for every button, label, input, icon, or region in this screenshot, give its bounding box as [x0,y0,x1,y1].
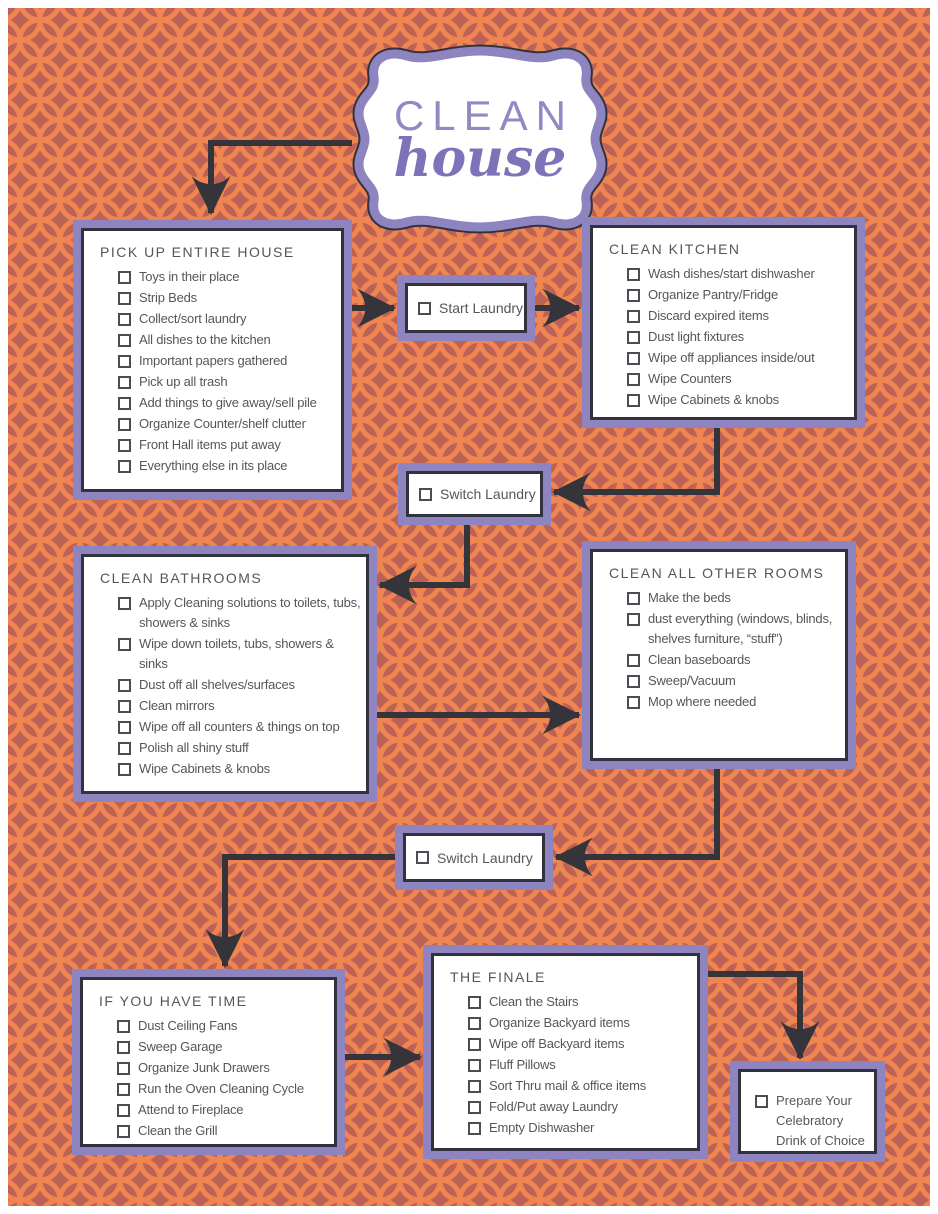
box-clean-kitchen [582,217,865,428]
checkbox-icon[interactable] [117,1125,130,1138]
checklist-item-label: Wipe Counters [648,371,732,386]
checkbox-icon[interactable] [627,696,640,709]
checklist-item [755,1083,872,1151]
checkbox-icon[interactable] [627,268,640,281]
checklist-item-label: Discard expired items [648,308,769,323]
checkbox-icon[interactable] [627,613,640,626]
checklist-item-label: Pick up all trash [139,374,228,389]
checklist-item [118,309,339,329]
checklist-item [468,1076,695,1096]
checklist-item-label: Front Hall items put away [139,437,281,452]
checklist-item-label: dust everything (windows, blinds, shelves furniture, “stuff”) [648,611,833,646]
box-label: Switch Laundry [440,486,536,502]
checkbox-icon[interactable] [118,292,131,305]
checklist-item [118,414,339,434]
checklist-item-label: Sweep Garage [138,1039,223,1054]
checkbox-icon[interactable] [118,397,131,410]
checklist-item-label: Fold/Put away Laundry [489,1099,618,1114]
checklist-item-label: Sort Thru mail & office items [489,1078,646,1093]
checklist-item-label: Clean the Grill [138,1123,218,1138]
checklist-item [627,588,843,608]
checklist-item-label: Mop where needed [648,694,757,709]
arrow-kitchen-to-switch-laundry-1 [554,428,717,492]
checklist-item [118,696,364,716]
checkbox-icon[interactable] [416,851,429,864]
box-title: CLEAN ALL OTHER ROOMS [609,565,825,581]
checklist-item [118,759,364,779]
checklist-item-label: Organize Pantry/Fridge [648,287,778,302]
checklist-item [117,1121,332,1141]
checklist-item [627,348,852,368]
checkbox-icon[interactable] [627,394,640,407]
checkbox-icon[interactable] [118,313,131,326]
checklist-item [118,372,339,392]
checklist-item [118,738,364,758]
checklist-item [118,267,339,287]
box-label: Start Laundry [439,300,524,316]
checklist-item [627,285,852,305]
checklist-item [117,1016,332,1036]
box-if-you-have-time [72,969,345,1155]
checkbox-icon[interactable] [468,1122,481,1135]
checkbox-icon[interactable] [627,310,640,323]
checklist-item-label: Add things to give away/sell pile [139,395,317,410]
checkbox-icon[interactable] [627,654,640,667]
checklist-item-label: Wipe off appliances inside/out [648,350,815,365]
checklist-item-label: Organize Junk Drawers [138,1060,270,1075]
checkbox-icon[interactable] [627,592,640,605]
checkbox-icon[interactable] [117,1104,130,1117]
checklist-item-label: Organize Backyard items [489,1015,630,1030]
checklist-item-label: Apply Cleaning solutions to toilets, tubs, showers & sinks [139,595,361,630]
box-celebratory-drink [730,1061,885,1162]
box-clean-bathrooms [73,546,377,802]
checkbox-icon[interactable] [627,373,640,386]
checklist-item [627,327,852,347]
checklist-item [118,351,339,371]
checklist-item-label: Dust off all shelves/surfaces [139,677,295,692]
badge-title-clean: CLEAN [393,92,575,139]
checkbox-icon[interactable] [627,675,640,688]
checklist-item-label: Organize Counter/shelf clutter [139,416,306,431]
checklist [448,992,695,1138]
checkbox-icon[interactable] [118,679,131,692]
checkbox-icon[interactable] [118,271,131,284]
checklist-item [627,609,843,649]
box-start-laundry [397,275,535,341]
checklist-item-label: Important papers gathered [139,353,288,368]
box-pick-up-entire-house [73,220,352,500]
checklist-item-label: Polish all shiny stuff [139,740,249,755]
checklist-item-label: Clean the Stairs [489,994,579,1009]
arrow-switch-laundry-1-to-bathrooms [380,525,467,585]
checklist [97,1016,332,1141]
checklist-item [468,1097,695,1117]
checkbox-icon[interactable] [117,1041,130,1054]
box-title: CLEAN BATHROOMS [100,570,263,586]
checklist-item-label: Empty Dishwasher [489,1120,595,1135]
checklist-item [468,1034,695,1054]
checklist-item [627,264,852,284]
checklist [607,264,852,410]
checklist-item [468,992,695,1012]
checkbox-icon[interactable] [118,700,131,713]
checklist-item-label: Clean mirrors [139,698,215,713]
badge-title-house: house [393,128,567,189]
checklist-item [118,675,364,695]
checklist [98,267,339,476]
checkbox-icon[interactable] [468,996,481,1009]
checklist-item [117,1037,332,1057]
checkbox-icon[interactable] [627,352,640,365]
arrow-badge-to-pickup [211,143,352,213]
arrow-switch-laundry-2-to-have-time [225,857,395,966]
checklist-item-label: All dishes to the kitchen [139,332,271,347]
checkbox-icon[interactable] [118,439,131,452]
checklist-item [118,634,364,674]
checkbox-icon[interactable] [627,331,640,344]
checklist-item [627,650,843,670]
checklist-item-label: Toys in their place [139,269,240,284]
checklist-item [118,288,339,308]
box-clean-all-other-rooms [582,541,856,769]
checklist-item [118,435,339,455]
box-switch-laundry-2 [395,825,553,890]
checkbox-icon[interactable] [117,1062,130,1075]
checklist-item-label: Sweep/Vacuum [648,673,736,688]
checklist-item-label [776,1091,865,1151]
checklist-item [468,1118,695,1138]
checkbox-icon[interactable] [468,1101,481,1114]
checkbox-icon[interactable] [118,763,131,776]
checklist-item [468,1013,695,1033]
checklist-item-label: Everything else in its place [139,458,288,473]
checklist-item [117,1058,332,1078]
checklist-item [117,1079,332,1099]
box-title: IF YOU HAVE TIME [99,993,248,1009]
checklist-item-label: Clean baseboards [648,652,751,667]
checkbox-icon[interactable] [117,1083,130,1096]
checklist-item [627,390,852,410]
checklist-item [627,692,843,712]
checklist-item [118,330,339,350]
checkbox-icon[interactable] [118,355,131,368]
checklist [98,593,364,779]
checklist-item-label: Collect/sort laundry [139,311,247,326]
checklist-item-label: Wipe off all counters & things on top [139,719,340,734]
arrow-other-rooms-to-switch-laundry-2 [556,769,717,857]
checkbox-icon[interactable] [118,638,131,651]
box-the-finale [423,945,708,1159]
checklist-item-label: Run the Oven Cleaning Cycle [138,1081,304,1096]
checkbox-icon[interactable] [118,376,131,389]
box-title: CLEAN KITCHEN [609,241,741,257]
checkbox-icon[interactable] [118,597,131,610]
checkbox-icon[interactable] [418,302,431,315]
box-title: THE FINALE [450,969,546,985]
checklist-item [468,1055,695,1075]
checkbox-icon[interactable] [118,460,131,473]
checkbox-icon[interactable] [468,1038,481,1051]
box-label: Switch Laundry [437,849,533,866]
checklist-item-label: Dust light fixtures [648,329,744,344]
checkbox-icon[interactable] [118,721,131,734]
checkbox-icon[interactable] [419,488,432,501]
checklist-item [118,717,364,737]
drink-label-line: Drink of Choice [776,1133,865,1148]
checklist-item-label: Wash dishes/start dishwasher [648,266,815,281]
checkbox-icon[interactable] [118,742,131,755]
drink-label-line: Prepare Your [776,1093,852,1108]
checkbox-icon[interactable] [118,418,131,431]
checklist-item [627,369,852,389]
checklist-item-label: Dust Ceiling Fans [138,1018,238,1033]
checklist-item-label: Wipe Cabinets & knobs [648,392,779,407]
drink-label-line: Celebratory [776,1113,844,1128]
checkbox-icon[interactable] [118,334,131,347]
box-switch-laundry-1 [398,463,551,525]
checklist-item [118,593,364,633]
checklist-item [627,671,843,691]
checkbox-icon[interactable] [755,1095,768,1108]
checklist-item [117,1100,332,1120]
checklist-item-label: Make the beds [648,590,731,605]
arrow-finale-to-drink [708,974,800,1058]
checkbox-icon[interactable] [627,289,640,302]
title-badge [340,40,620,238]
checkbox-icon[interactable] [117,1020,130,1033]
checklist-item-label: Wipe Cabinets & knobs [139,761,270,776]
checkbox-icon[interactable] [468,1059,481,1072]
checkbox-icon[interactable] [468,1080,481,1093]
checklist-item-label: Wipe off Backyard items [489,1036,625,1051]
checklist-item-label: Fluff Pillows [489,1057,556,1072]
checklist-item [118,393,339,413]
checklist-item [118,456,339,476]
box-title: PICK UP ENTIRE HOUSE [100,244,295,260]
checklist-item-label: Attend to Fireplace [138,1102,244,1117]
checklist-item-label: Strip Beds [139,290,197,305]
checklist-item-label: Wipe down toilets, tubs, showers & sinks [139,636,334,671]
checkbox-icon[interactable] [468,1017,481,1030]
checklist [607,588,843,712]
checklist-item [627,306,852,326]
